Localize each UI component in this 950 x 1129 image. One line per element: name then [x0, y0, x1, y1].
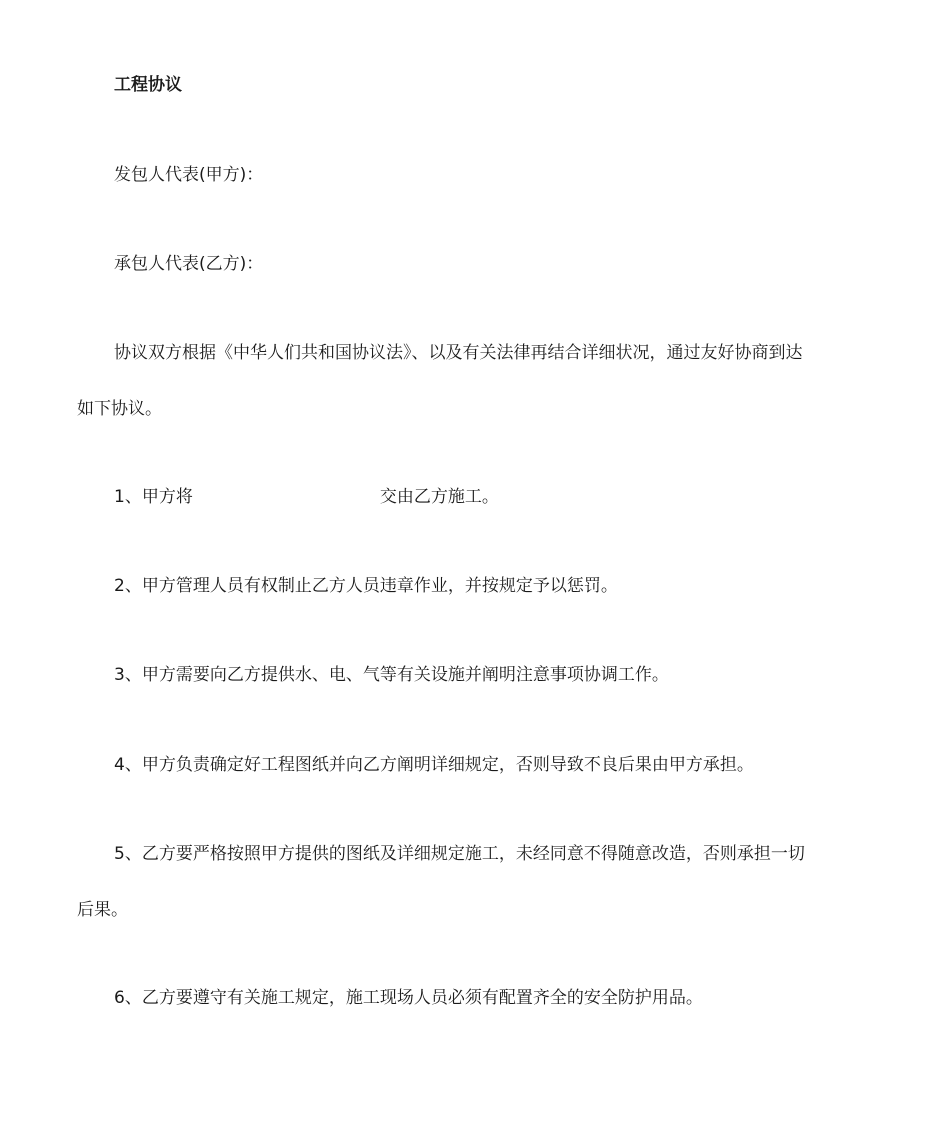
- clause-1-part-2: 交由乙方施工。: [379, 487, 499, 507]
- document-title: 工程协议: [114, 75, 182, 95]
- clause-2: 2、甲方管理人员有权制止乙方人员违章作业，并按规定予以惩罚。: [114, 576, 618, 596]
- intro-line-1: 协议双方根据《中华人们共和国协议法》、以及有关法律再结合详细状况，通过友好协商到达: [114, 343, 803, 363]
- party-b-line: 承包人代表(乙方)：: [114, 254, 264, 274]
- clause-5-line-2: 后果。: [77, 900, 128, 920]
- clause-3: 3、甲方需要向乙方提供水、电、气等有关设施并阐明注意事项协调工作。: [114, 665, 669, 685]
- clause-4: 4、甲方负责确定好工程图纸并向乙方阐明详细规定，否则导致不良后果由甲方承担。: [114, 755, 754, 775]
- clause-1: [114, 489, 499, 506]
- intro-line-2: 如下协议。: [77, 399, 162, 419]
- clause-6: 6、乙方要遵守有关施工规定，施工现场人员必须有配置齐全的安全防护用品。: [114, 988, 703, 1008]
- clause-1-part-1: 1、甲方将: [114, 487, 193, 507]
- clause-5-line-1: 5、乙方要严格按照甲方提供的图纸及详细规定施工，未经同意不得随意改造，否则承担一切: [114, 844, 805, 864]
- party-a-line: 发包人代表(甲方)：: [114, 165, 264, 185]
